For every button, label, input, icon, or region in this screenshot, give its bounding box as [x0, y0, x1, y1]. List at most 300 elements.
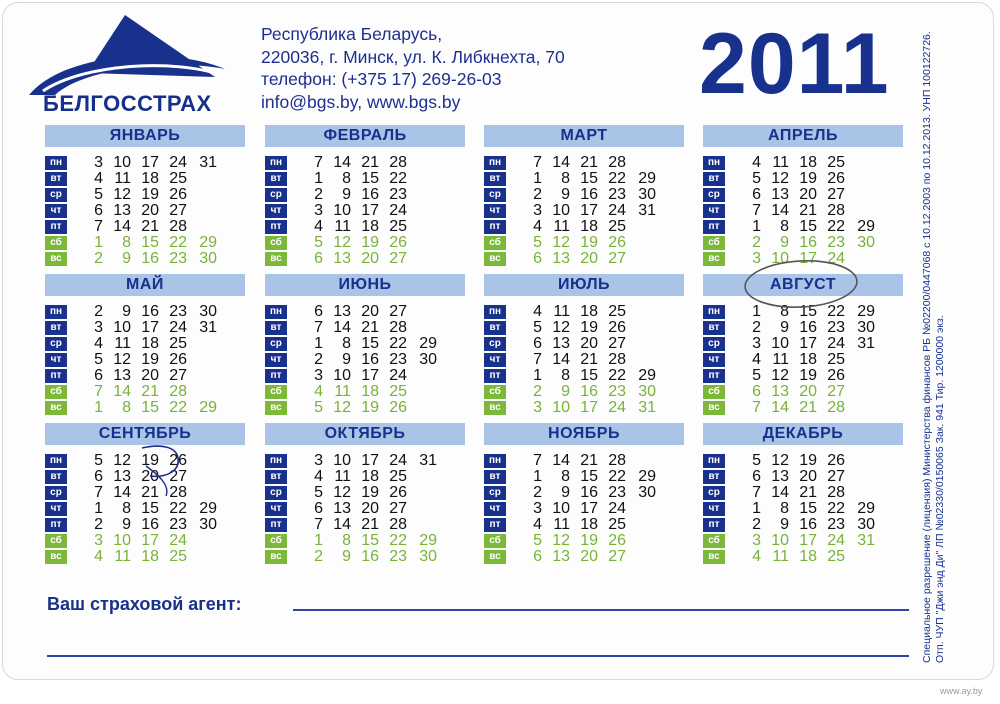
- weekday-label: чт: [265, 502, 287, 516]
- weekday-label: вт: [45, 321, 67, 335]
- day-cell: 10: [333, 202, 351, 219]
- weekday-label: пт: [265, 369, 287, 383]
- day-cell: 29: [199, 399, 217, 416]
- day-cell: 23: [389, 186, 407, 203]
- month-5: [45, 274, 245, 414]
- week-row: [45, 485, 245, 501]
- day-cell: 24: [827, 250, 845, 267]
- day-cell: 9: [122, 516, 131, 533]
- day-cell: 18: [799, 351, 817, 368]
- day-cell: 25: [827, 351, 845, 368]
- day-cell: 28: [608, 452, 626, 469]
- day-cell: 14: [552, 351, 570, 368]
- weekday-label: вс: [703, 401, 725, 415]
- weekday-label: ср: [484, 188, 506, 202]
- month-9: [45, 423, 245, 563]
- day-cell: 16: [799, 319, 817, 336]
- weekday-label: вт: [265, 172, 287, 186]
- day-cell: 3: [533, 500, 542, 517]
- week-row: [484, 155, 684, 171]
- week-row: [45, 187, 245, 203]
- week-row: [45, 235, 245, 251]
- day-cell: 3: [752, 250, 761, 267]
- weekday-label: пт: [484, 518, 506, 532]
- day-cell: 22: [827, 500, 845, 517]
- day-cell: 20: [141, 202, 159, 219]
- day-cell: 13: [333, 250, 351, 267]
- weekday-label: вс: [484, 550, 506, 564]
- week-row: [265, 203, 465, 219]
- day-cell: 7: [314, 154, 323, 171]
- day-cell: 4: [533, 218, 542, 235]
- day-cell: 14: [771, 202, 789, 219]
- day-cell: 6: [94, 367, 103, 384]
- day-cell: 12: [552, 319, 570, 336]
- day-cell: 14: [333, 319, 351, 336]
- day-cell: 12: [333, 234, 351, 251]
- day-cell: 20: [141, 468, 159, 485]
- day-cell: 29: [638, 170, 656, 187]
- day-cell: 8: [122, 234, 131, 251]
- day-cell: 29: [419, 335, 437, 352]
- contact-block: [261, 23, 565, 113]
- day-cell: 22: [608, 468, 626, 485]
- week-row: [484, 400, 684, 416]
- day-cell: 14: [113, 218, 131, 235]
- day-cell: 16: [580, 484, 598, 501]
- day-cell: 7: [533, 452, 542, 469]
- weekday-label: пт: [45, 369, 67, 383]
- day-cell: 8: [780, 303, 789, 320]
- day-cell: 30: [638, 186, 656, 203]
- weekday-label: сб: [703, 534, 725, 548]
- day-cell: 13: [552, 250, 570, 267]
- day-cell: 2: [314, 548, 323, 565]
- day-cell: 12: [333, 484, 351, 501]
- day-cell: 26: [608, 532, 626, 549]
- day-cell: 13: [113, 468, 131, 485]
- agent-line-1: [293, 609, 909, 611]
- day-cell: 21: [141, 383, 159, 400]
- day-cell: 1: [314, 170, 323, 187]
- week-row: [265, 171, 465, 187]
- day-cell: 9: [780, 234, 789, 251]
- weekday-label: чт: [265, 353, 287, 367]
- day-cell: 24: [169, 532, 187, 549]
- day-cell: 4: [752, 351, 761, 368]
- weekday-label: сб: [265, 534, 287, 548]
- day-cell: 1: [752, 500, 761, 517]
- month-title: ИЮЛЬ: [484, 274, 684, 296]
- day-cell: 26: [389, 484, 407, 501]
- day-cell: 27: [169, 468, 187, 485]
- day-cell: 6: [314, 250, 323, 267]
- day-cell: 2: [752, 319, 761, 336]
- day-cell: 28: [827, 484, 845, 501]
- day-cell: 17: [580, 202, 598, 219]
- day-cell: 20: [361, 500, 379, 517]
- day-cell: 10: [771, 532, 789, 549]
- day-cell: 1: [533, 367, 542, 384]
- day-cell: 25: [169, 170, 187, 187]
- day-cell: 16: [361, 548, 379, 565]
- day-cell: 22: [389, 335, 407, 352]
- week-row: [265, 219, 465, 235]
- week-row: [45, 368, 245, 384]
- day-cell: 5: [533, 319, 542, 336]
- weekday-label: ср: [45, 337, 67, 351]
- day-cell: 11: [114, 335, 131, 352]
- day-cell: 5: [752, 367, 761, 384]
- week-row: [265, 517, 465, 533]
- weekday-label: сб: [484, 385, 506, 399]
- day-cell: 2: [314, 186, 323, 203]
- day-cell: 21: [361, 516, 379, 533]
- week-row: [484, 384, 684, 400]
- day-cell: 24: [608, 500, 626, 517]
- day-cell: 8: [122, 500, 131, 517]
- day-cell: 24: [608, 399, 626, 416]
- day-cell: 21: [580, 154, 598, 171]
- week-row: [703, 469, 903, 485]
- day-cell: 16: [141, 303, 159, 320]
- day-cell: 27: [389, 500, 407, 517]
- weekday-label: вс: [265, 252, 287, 266]
- day-cell: 7: [94, 484, 103, 501]
- day-cell: 12: [552, 532, 570, 549]
- day-cell: 23: [389, 351, 407, 368]
- watermark: www.ay.by: [940, 686, 983, 696]
- weekday-label: ср: [484, 486, 506, 500]
- day-cell: 5: [752, 452, 761, 469]
- day-cell: 29: [857, 303, 875, 320]
- week-row: [703, 320, 903, 336]
- day-cell: 31: [199, 154, 217, 171]
- day-cell: 14: [771, 484, 789, 501]
- day-cell: 14: [113, 383, 131, 400]
- day-cell: 27: [169, 202, 187, 219]
- week-row: [265, 453, 465, 469]
- day-cell: 30: [638, 484, 656, 501]
- day-cell: 28: [169, 484, 187, 501]
- weekday-label: сб: [45, 236, 67, 250]
- month-title: ОКТЯБРЬ: [265, 423, 465, 445]
- weekday-label: пн: [703, 454, 725, 468]
- weekday-label: вт: [703, 470, 725, 484]
- day-cell: 8: [561, 170, 570, 187]
- day-cell: 10: [552, 202, 570, 219]
- day-cell: 23: [608, 383, 626, 400]
- month-title: НОЯБРЬ: [484, 423, 684, 445]
- day-cell: 28: [827, 399, 845, 416]
- weekday-label: пт: [45, 220, 67, 234]
- day-cell: 26: [827, 367, 845, 384]
- week-row: [484, 549, 684, 565]
- day-cell: 19: [361, 484, 379, 501]
- weekday-label: чт: [484, 502, 506, 516]
- week-row: [45, 203, 245, 219]
- day-cell: 5: [94, 452, 103, 469]
- week-row: [484, 320, 684, 336]
- day-cell: 29: [199, 500, 217, 517]
- day-cell: 15: [799, 218, 817, 235]
- day-cell: 2: [752, 516, 761, 533]
- day-cell: 15: [361, 335, 379, 352]
- day-cell: 2: [533, 186, 542, 203]
- day-cell: 19: [799, 367, 817, 384]
- day-cell: 11: [334, 468, 351, 485]
- day-cell: 31: [638, 202, 656, 219]
- day-cell: 30: [419, 351, 437, 368]
- day-cell: 3: [533, 399, 542, 416]
- week-row: [484, 533, 684, 549]
- day-cell: 11: [334, 383, 351, 400]
- day-cell: 20: [580, 548, 598, 565]
- month-title: ФЕВРАЛЬ: [265, 125, 465, 147]
- day-cell: 1: [752, 218, 761, 235]
- weekday-label: сб: [265, 236, 287, 250]
- day-cell: 12: [771, 452, 789, 469]
- week-row: [265, 485, 465, 501]
- weekday-label: чт: [703, 502, 725, 516]
- month-8: [703, 274, 903, 414]
- day-cell: 26: [827, 170, 845, 187]
- weekday-label: пт: [703, 220, 725, 234]
- week-row: [703, 219, 903, 235]
- day-cell: 27: [827, 468, 845, 485]
- week-row: [45, 400, 245, 416]
- day-cell: 11: [772, 548, 789, 565]
- week-row: [703, 171, 903, 187]
- weekday-label: сб: [265, 385, 287, 399]
- day-cell: 24: [827, 532, 845, 549]
- day-cell: 12: [552, 234, 570, 251]
- day-cell: 5: [314, 399, 323, 416]
- day-cell: 13: [113, 367, 131, 384]
- week-row: [703, 187, 903, 203]
- day-cell: 13: [333, 500, 351, 517]
- week-row: [45, 469, 245, 485]
- day-cell: 6: [533, 250, 542, 267]
- day-cell: 19: [580, 532, 598, 549]
- day-cell: 9: [561, 383, 570, 400]
- day-cell: 12: [113, 351, 131, 368]
- day-cell: 17: [141, 532, 159, 549]
- day-cell: 3: [314, 202, 323, 219]
- week-row: [484, 352, 684, 368]
- weekday-label: сб: [45, 385, 67, 399]
- week-row: [484, 187, 684, 203]
- day-cell: 22: [389, 532, 407, 549]
- day-cell: 6: [533, 548, 542, 565]
- week-row: [703, 203, 903, 219]
- day-cell: 7: [752, 484, 761, 501]
- day-cell: 3: [94, 154, 103, 171]
- day-cell: 15: [580, 367, 598, 384]
- week-row: [265, 155, 465, 171]
- weekday-label: вс: [45, 401, 67, 415]
- day-cell: 8: [780, 500, 789, 517]
- day-cell: 25: [169, 548, 187, 565]
- day-cell: 16: [361, 186, 379, 203]
- day-cell: 3: [94, 319, 103, 336]
- day-cell: 30: [857, 319, 875, 336]
- week-row: [45, 501, 245, 517]
- day-cell: 1: [533, 468, 542, 485]
- day-cell: 23: [608, 186, 626, 203]
- day-cell: 18: [141, 548, 159, 565]
- day-cell: 22: [827, 303, 845, 320]
- day-cell: 11: [114, 548, 131, 565]
- day-cell: 9: [342, 351, 351, 368]
- day-cell: 10: [771, 250, 789, 267]
- month-title: ИЮНЬ: [265, 274, 465, 296]
- day-cell: 15: [799, 303, 817, 320]
- month-1: [45, 125, 245, 265]
- day-cell: 9: [561, 186, 570, 203]
- weekday-label: вт: [484, 321, 506, 335]
- day-cell: 3: [314, 367, 323, 384]
- day-cell: 11: [334, 218, 351, 235]
- day-cell: 30: [419, 548, 437, 565]
- week-row: [484, 469, 684, 485]
- week-row: [45, 251, 245, 267]
- month-11: [484, 423, 684, 563]
- week-row: [484, 171, 684, 187]
- day-cell: 19: [361, 234, 379, 251]
- week-row: [265, 352, 465, 368]
- day-cell: 13: [771, 186, 789, 203]
- day-cell: 28: [169, 383, 187, 400]
- day-cell: 20: [361, 303, 379, 320]
- week-row: [265, 235, 465, 251]
- day-cell: 22: [169, 399, 187, 416]
- day-cell: 29: [857, 218, 875, 235]
- weekday-label: ср: [484, 337, 506, 351]
- week-row: [265, 400, 465, 416]
- week-row: [484, 304, 684, 320]
- day-cell: 15: [141, 399, 159, 416]
- day-cell: 24: [169, 154, 187, 171]
- week-row: [484, 453, 684, 469]
- weekday-label: пн: [265, 305, 287, 319]
- week-row: [484, 501, 684, 517]
- day-cell: 12: [113, 186, 131, 203]
- day-cell: 22: [827, 218, 845, 235]
- month-2: [265, 125, 465, 265]
- week-row: [484, 203, 684, 219]
- day-cell: 21: [361, 319, 379, 336]
- day-cell: 4: [94, 548, 103, 565]
- week-row: [703, 155, 903, 171]
- day-cell: 26: [608, 234, 626, 251]
- day-cell: 19: [141, 351, 159, 368]
- weekday-label: ср: [265, 337, 287, 351]
- day-cell: 21: [799, 202, 817, 219]
- day-cell: 9: [780, 516, 789, 533]
- day-cell: 18: [141, 335, 159, 352]
- week-row: [45, 171, 245, 187]
- day-cell: 7: [533, 351, 542, 368]
- weekday-label: ср: [703, 486, 725, 500]
- day-cell: 28: [389, 516, 407, 533]
- weekday-label: пн: [703, 305, 725, 319]
- day-cell: 10: [333, 452, 351, 469]
- weekday-label: пт: [703, 369, 725, 383]
- day-cell: 10: [771, 335, 789, 352]
- address-street: 220036, г. Минск, ул. К. Либкнехта, 70: [261, 46, 565, 67]
- week-row: [45, 155, 245, 171]
- day-cell: 22: [169, 234, 187, 251]
- day-cell: 11: [553, 218, 570, 235]
- day-cell: 23: [608, 484, 626, 501]
- day-cell: 8: [122, 399, 131, 416]
- address-country: Республика Беларусь,: [261, 24, 443, 44]
- day-cell: 1: [314, 335, 323, 352]
- weekday-label: чт: [45, 204, 67, 218]
- week-row: [703, 235, 903, 251]
- weekday-label: чт: [484, 204, 506, 218]
- week-row: [45, 320, 245, 336]
- day-cell: 4: [752, 154, 761, 171]
- day-cell: 18: [580, 218, 598, 235]
- day-cell: 30: [199, 250, 217, 267]
- day-cell: 29: [638, 367, 656, 384]
- day-cell: 9: [122, 250, 131, 267]
- weekday-label: сб: [484, 236, 506, 250]
- week-row: [265, 320, 465, 336]
- day-cell: 25: [389, 218, 407, 235]
- month-6: [265, 274, 465, 414]
- month-7: [484, 274, 684, 414]
- day-cell: 21: [799, 399, 817, 416]
- weekday-label: пн: [45, 305, 67, 319]
- week-row: [703, 400, 903, 416]
- day-cell: 20: [361, 250, 379, 267]
- week-row: [45, 549, 245, 565]
- month-3: [484, 125, 684, 265]
- weekday-label: вс: [265, 550, 287, 564]
- day-cell: 26: [827, 452, 845, 469]
- phone: телефон: (+375 17) 269-26-03: [261, 69, 502, 89]
- day-cell: 1: [94, 234, 103, 251]
- day-cell: 20: [799, 383, 817, 400]
- day-cell: 27: [608, 250, 626, 267]
- weekday-label: вт: [484, 172, 506, 186]
- day-cell: 6: [533, 335, 542, 352]
- weekday-label: ср: [45, 188, 67, 202]
- day-cell: 21: [141, 218, 159, 235]
- day-cell: 19: [799, 452, 817, 469]
- weekday-label: пт: [265, 518, 287, 532]
- day-cell: 16: [799, 516, 817, 533]
- weekday-label: пн: [484, 305, 506, 319]
- day-cell: 10: [552, 500, 570, 517]
- day-cell: 31: [419, 452, 437, 469]
- day-cell: 30: [857, 516, 875, 533]
- day-cell: 14: [552, 452, 570, 469]
- week-row: [45, 352, 245, 368]
- week-row: [703, 549, 903, 565]
- day-cell: 28: [608, 351, 626, 368]
- week-row: [703, 251, 903, 267]
- day-cell: 28: [389, 319, 407, 336]
- weekday-label: вс: [45, 252, 67, 266]
- day-cell: 24: [608, 202, 626, 219]
- day-cell: 19: [141, 452, 159, 469]
- day-cell: 21: [580, 351, 598, 368]
- week-row: [265, 368, 465, 384]
